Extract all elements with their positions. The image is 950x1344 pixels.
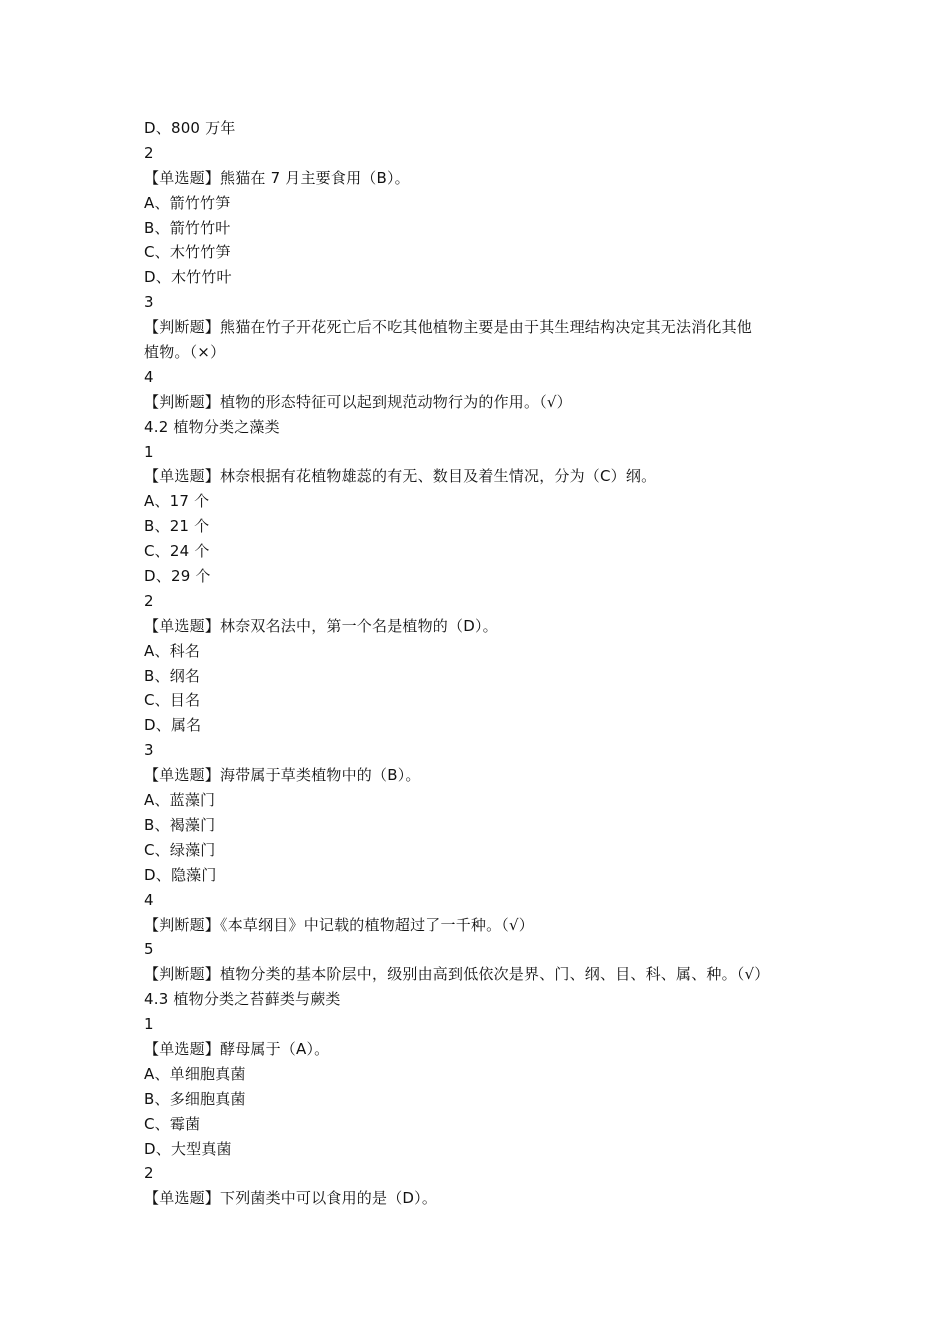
option-line: B、21 个 [144, 517, 210, 536]
question-text: 【单选题】下列菌类中可以食用的是（D）。 [144, 1189, 438, 1208]
question-number: 2 [144, 1164, 154, 1183]
question-number: 1 [144, 442, 154, 461]
option-line: A、17 个 [144, 492, 210, 511]
option-line: B、纲名 [144, 666, 201, 685]
section-heading: 4.3 植物分类之苔藓类与蕨类 [144, 990, 341, 1009]
option-line: D、属名 [144, 716, 202, 735]
option-line: C、24 个 [144, 542, 210, 561]
question-number: 3 [144, 741, 154, 760]
option-line: A、单细胞真菌 [144, 1064, 246, 1083]
question-number: 4 [144, 367, 154, 386]
question-text: 【判断题】植物分类的基本阶层中，级别由高到低依次是界、门、纲、目、科、属、种。（√） [144, 965, 770, 984]
question-text-continued: 植物。（×） [144, 343, 226, 362]
text-line: D、800 万年 [144, 119, 236, 137]
question-text: 【单选题】酵母属于（A）。 [144, 1039, 330, 1058]
question-text: 【判断题】《本草纲目》中记载的植物超过了一千种。（√） [144, 915, 534, 934]
option-line: A、箭竹竹笋 [144, 193, 231, 212]
question-text: 【判断题】熊猫在竹子开花死亡后不吃其他植物主要是由于其生理结构决定其无法消化其他 [144, 318, 753, 337]
option-line: C、霉菌 [144, 1114, 201, 1133]
question-number: 2 [144, 591, 154, 610]
question-number: 3 [144, 293, 154, 312]
option-line: D、木竹竹叶 [144, 268, 232, 287]
option-line: D、大型真菌 [144, 1139, 232, 1158]
option-line: D、29 个 [144, 567, 211, 586]
option-line: C、绿藻门 [144, 840, 216, 859]
option-line: D、隐藻门 [144, 865, 217, 884]
option-line: B、多细胞真菌 [144, 1089, 246, 1108]
option-line: B、箭竹竹叶 [144, 218, 231, 237]
option-line: C、木竹竹笋 [144, 243, 231, 262]
document-body [144, 116, 824, 1211]
question-number: 1 [144, 1015, 154, 1034]
question-text: 【单选题】海带属于草类植物中的（B）。 [144, 766, 421, 785]
section-heading: 4.2 植物分类之藻类 [144, 417, 280, 436]
option-line: B、褐藻门 [144, 815, 216, 834]
question-text: 【判断题】植物的形态特征可以起到规范动物行为的作用。（√） [144, 392, 572, 411]
question-text: 【单选题】熊猫在 7 月主要食用（B）。 [144, 168, 410, 187]
option-line: A、蓝藻门 [144, 791, 216, 810]
question-number: 2 [144, 143, 154, 162]
option-line: C、目名 [144, 691, 201, 710]
question-text: 【单选题】林奈双名法中，第一个名是植物的（D）。 [144, 616, 498, 635]
question-text: 【单选题】林奈根据有花植物雄蕊的有无、数目及着生情况，分为（C）纲。 [144, 467, 657, 486]
question-number: 5 [144, 940, 154, 959]
option-line: A、科名 [144, 641, 201, 660]
question-number: 4 [144, 890, 154, 909]
